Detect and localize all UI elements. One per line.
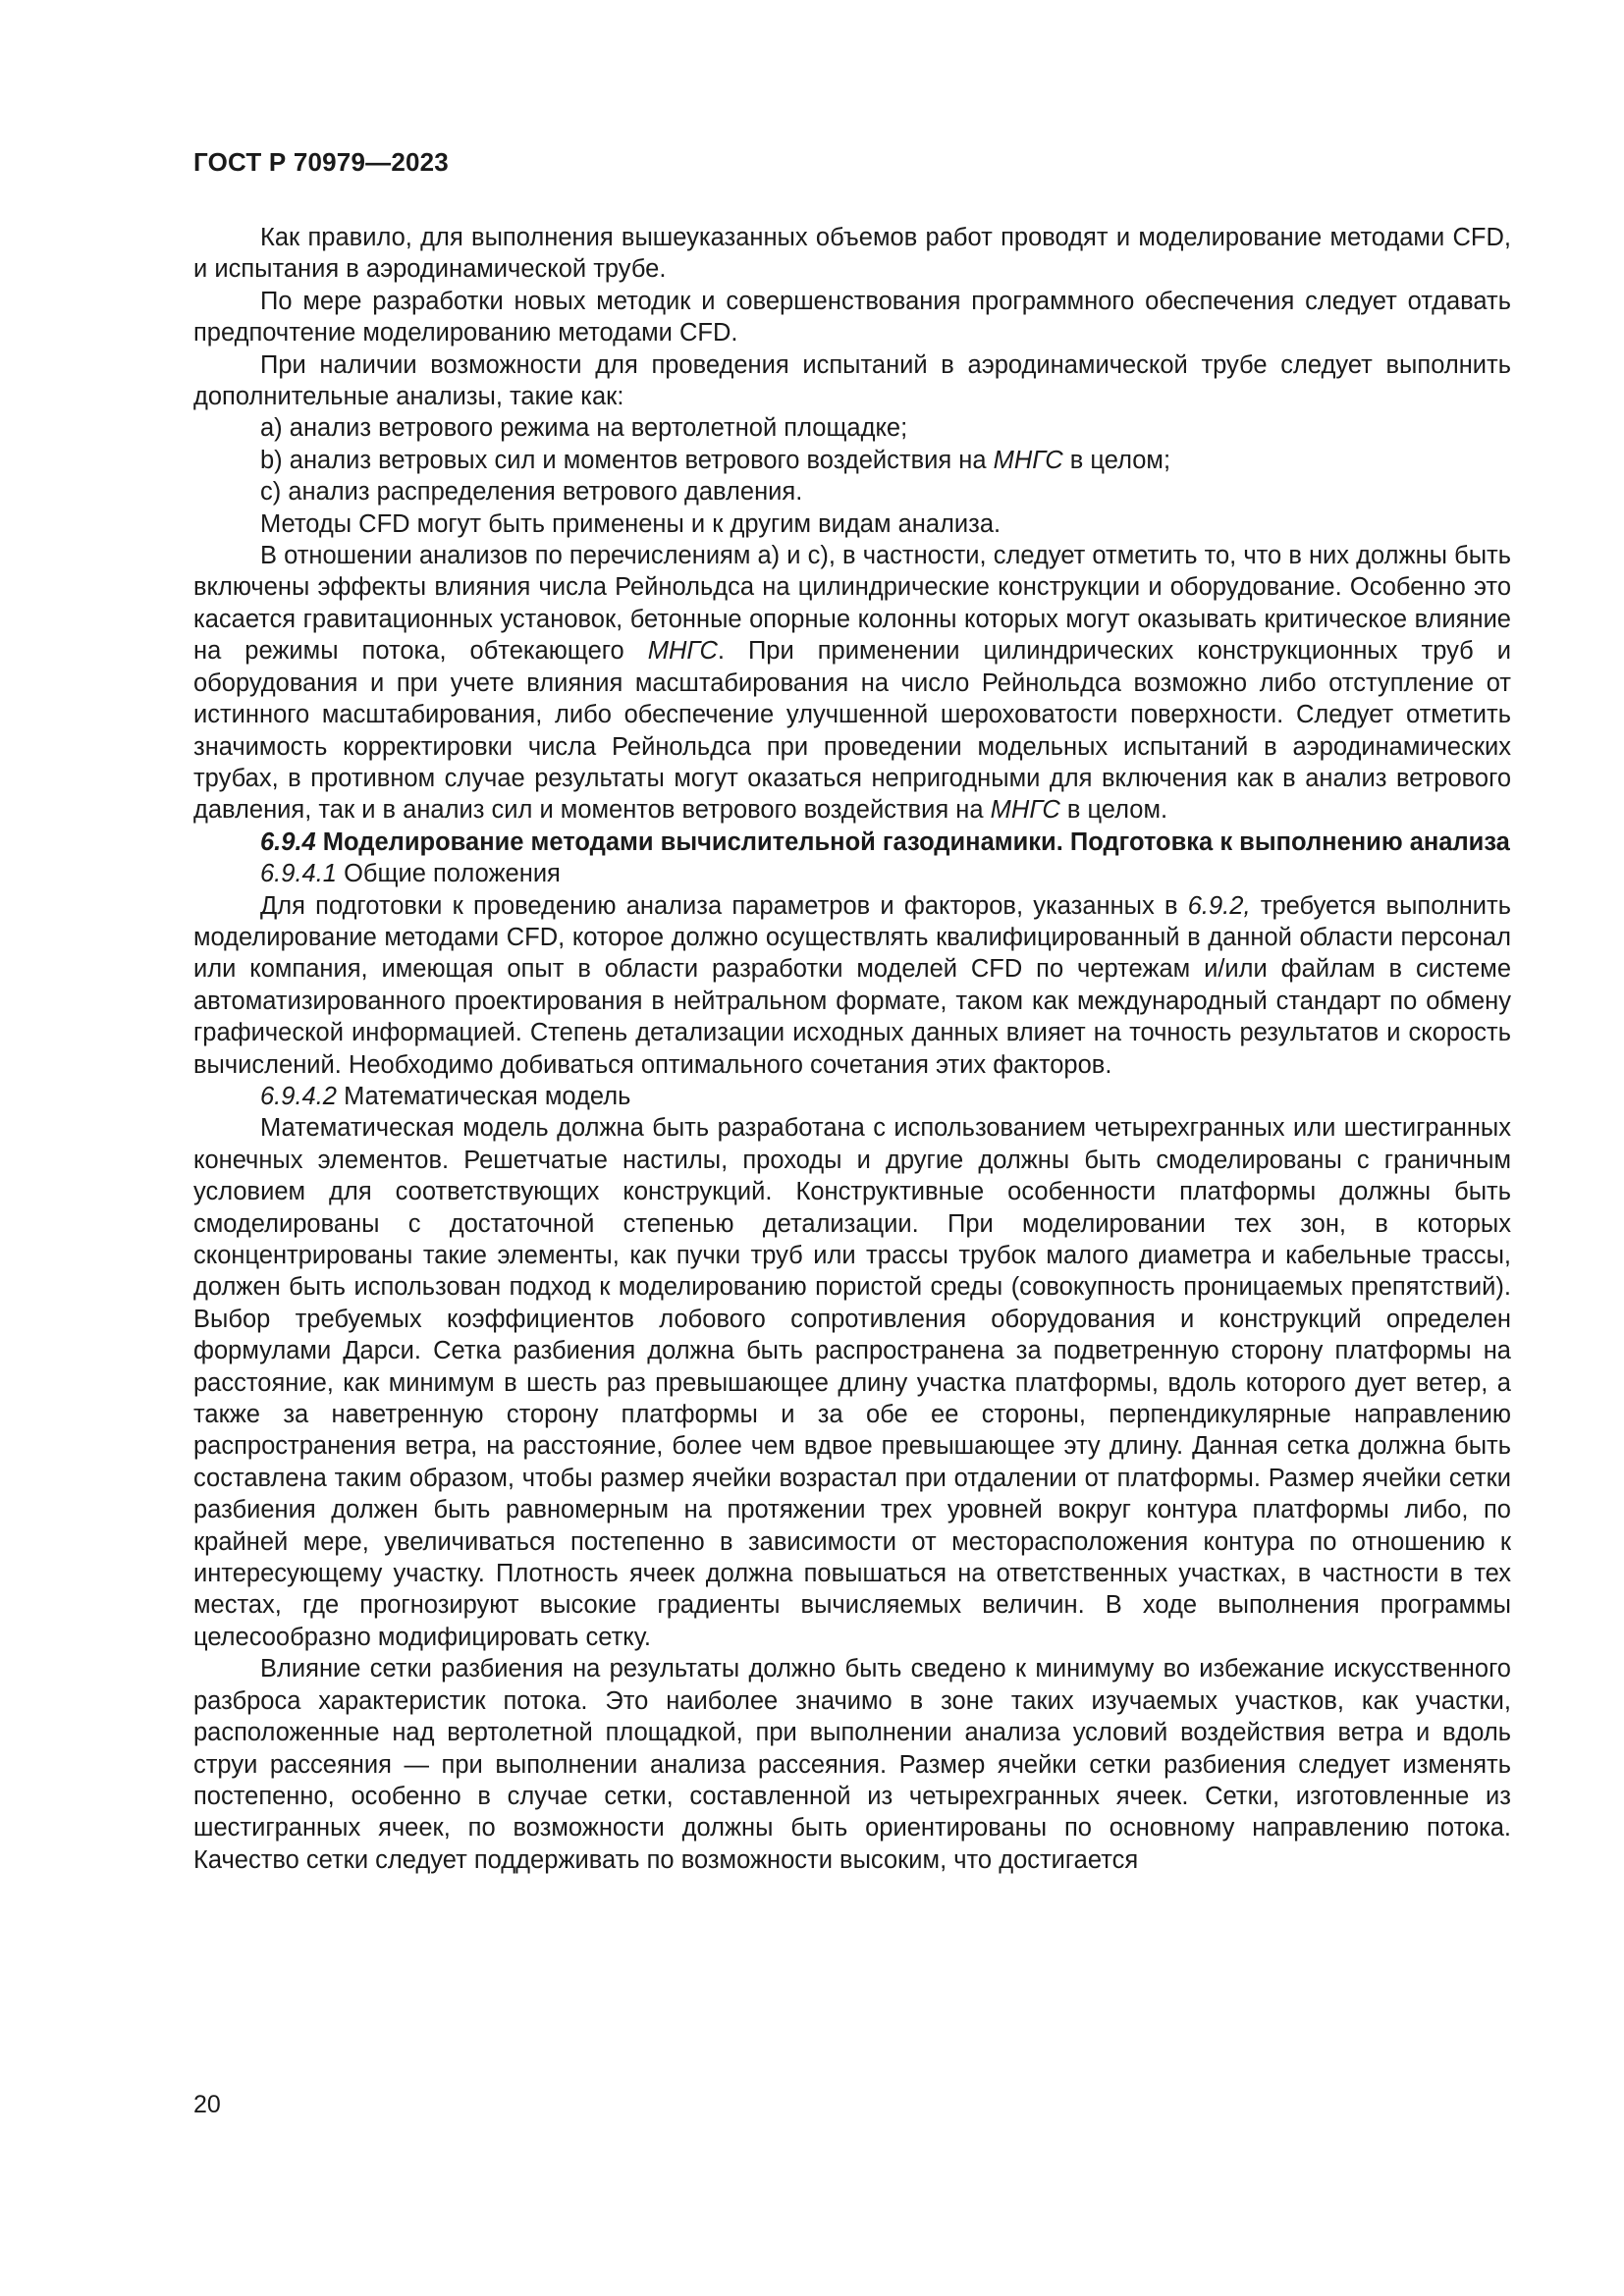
list-item xyxy=(193,445,1511,476)
paragraph-text: в целом. xyxy=(1059,796,1168,825)
paragraph: По мере разработки новых методик и совершенствования программного обеспечения следует отдавать предпочтение моделированию методами CFD. xyxy=(193,287,1511,347)
subsection-heading xyxy=(193,858,1511,889)
paragraph-text: . При применении цилиндрических конструкционных труб и оборудования и при учете влияния масштабирования на число Рейнольдса возможно либо отступление от истинного масштабирования, либо обеспечение улучшенной шероховатости поверхности. Следует отметить значимость корректировки числа Рейнольдса при проведении модельных испытаний в аэродинамических трубах, в противном случае результаты могут оказаться непригодными для включения как в анализ ветрового давления, так и в анализ сил и моментов ветрового воздействия на xyxy=(193,637,1512,825)
paragraph: Математическая модель должна быть разработана с использованием четырехгранных или шестигранных конечных элементов. Решетчатые настилы, проходы и другие должны быть смоделированы с граничным условием для соответствующих конструкций. Конструктивные особенности платформы должны быть смоделированы с достаточной степенью детализации. При моделировании тех зон, в которых сконцентрированы такие элементы, как пучки труб или трассы трубок малого диаметра и кабельные трассы, должен быть использован подход к моделированию пористой среды (совокупность проницаемых препятствий). Выбор требуемых коэффициентов лобового сопротивления оборудования и конструкций определен формулами Дарси. Сетка разбиения должна быть распространена за подветренную сторону платформы на расстояние, как минимум в шесть раз превышающее длину участка платформы, вдоль которого дует ветер, а также за наветренную сторону платформы и за обе ее стороны, перпендикулярные направлению распространения ветра, на расстояние, более чем вдвое превышающее эту длину. Данная сетка должна быть составлена таким образом, чтобы размер ячейки возрастал при отдалении от платформы. Размер ячейки сетки разбиения должен быть равномерным на протяжении трех уровней вокруг контура платформы либо, по крайней мере, увеличиваться постепенно в зависимости от месторасположения контура по отношению к интересующему участку. Плотность ячеек должна повышаться на ответственных участках, в частности в тех местах, где прогнозируют высокие градиенты вычисляемых величин. В ходе выполнения программы целесообразно модифицировать сетку. xyxy=(193,1114,1511,1651)
paragraph: Влияние сетки разбиения на результаты должно быть сведено к минимуму во избежание искусственного разброса характеристик потока. Это наиболее значимо в зоне таких изучаемых участков, как участки, расположенные над вертолетной площадкой, при выполнении анализа условий воздействия ветра и вдоль струи рассеяния — при выполнении анализа рассеяния. Размер ячейки сетки разбиения следует изменять постепенно, особенно в случае сетки, составленной из четырехгранных ячеек. Сетки, изготовленные из шестигранных ячеек, по возможности должны быть ориентированы по основному направлению потока. Качество сетки следует поддерживать по возможности высоким, что достигается xyxy=(193,1655,1511,1874)
cross-reference: 6.9.2, xyxy=(1187,891,1251,920)
paragraph: Как правило, для выполнения вышеуказанных объемов работ проводят и моделирование методами CFD, и испытания в аэродинамической трубе. xyxy=(193,224,1511,284)
list-item: a) анализ ветрового режима на вертолетной площадке; xyxy=(260,414,908,443)
subsection-heading xyxy=(193,1081,1511,1112)
subsection-title: Общие положения xyxy=(336,860,561,888)
paragraph: Методы CFD могут быть применены и к другим видам анализа. xyxy=(260,509,1001,538)
section-heading xyxy=(193,827,1511,858)
document-header: ГОСТ Р 70979—2023 xyxy=(193,147,449,177)
list-item-text: в целом; xyxy=(1062,446,1171,474)
abbreviation: МНГС xyxy=(993,446,1063,474)
subsection-number: 6.9.4.1 xyxy=(260,860,337,888)
list-item-text: b) анализ ветровых сил и моментов ветрового воздействия на xyxy=(260,446,994,474)
abbreviation: МНГС xyxy=(990,796,1060,825)
list-item: c) анализ распределения ветрового давления. xyxy=(260,478,803,507)
paragraph-text: В отношении анализов по перечислениям a) и c), в частности, следует отметить то, что в них должны быть включены эффекты влияния числа Рейнольдса на цилиндрические конструкции и оборудование. Особенно это касается гравитационных установок, бетонные опорные колонны которых могут оказывать критическое влияние на режимы потока, обтекающего xyxy=(193,542,1511,666)
paragraph: При наличии возможности для проведения испытаний в аэродинамической трубе следует выполнить дополнительные анализы, такие как: xyxy=(193,350,1511,411)
abbreviation: МНГС xyxy=(647,637,718,666)
paragraph-text: Для подготовки к проведению анализа параметров и факторов, указанных в xyxy=(260,891,1188,920)
subsection-number: 6.9.4.2 xyxy=(260,1082,337,1110)
paragraph xyxy=(193,540,1511,827)
page-number: 20 xyxy=(193,2091,221,2118)
paragraph xyxy=(193,890,1511,1081)
paragraph-text: требуется выполнить моделирование методами CFD, которое должно осуществлять квалифицированный в данной области персонал или компания, имеющая опыт в области разработки моделей CFD по чертежам и/или файлам в системе автоматизированного проектирования в нейтральном формате, таком как международный стандарт по обмену графической информацией. Степень детализации исходных данных влияет на точность результатов и скорость вычислений. Необходимо добиваться оптимального сочетания этих факторов. xyxy=(193,891,1512,1079)
subsection-title: Математическая модель xyxy=(336,1082,631,1110)
section-number: 6.9.4 xyxy=(260,828,316,856)
body-text xyxy=(193,222,1511,1876)
section-title: Моделирование методами вычислительной газодинамики. Подготовка к выполнению анализа xyxy=(315,828,1510,856)
